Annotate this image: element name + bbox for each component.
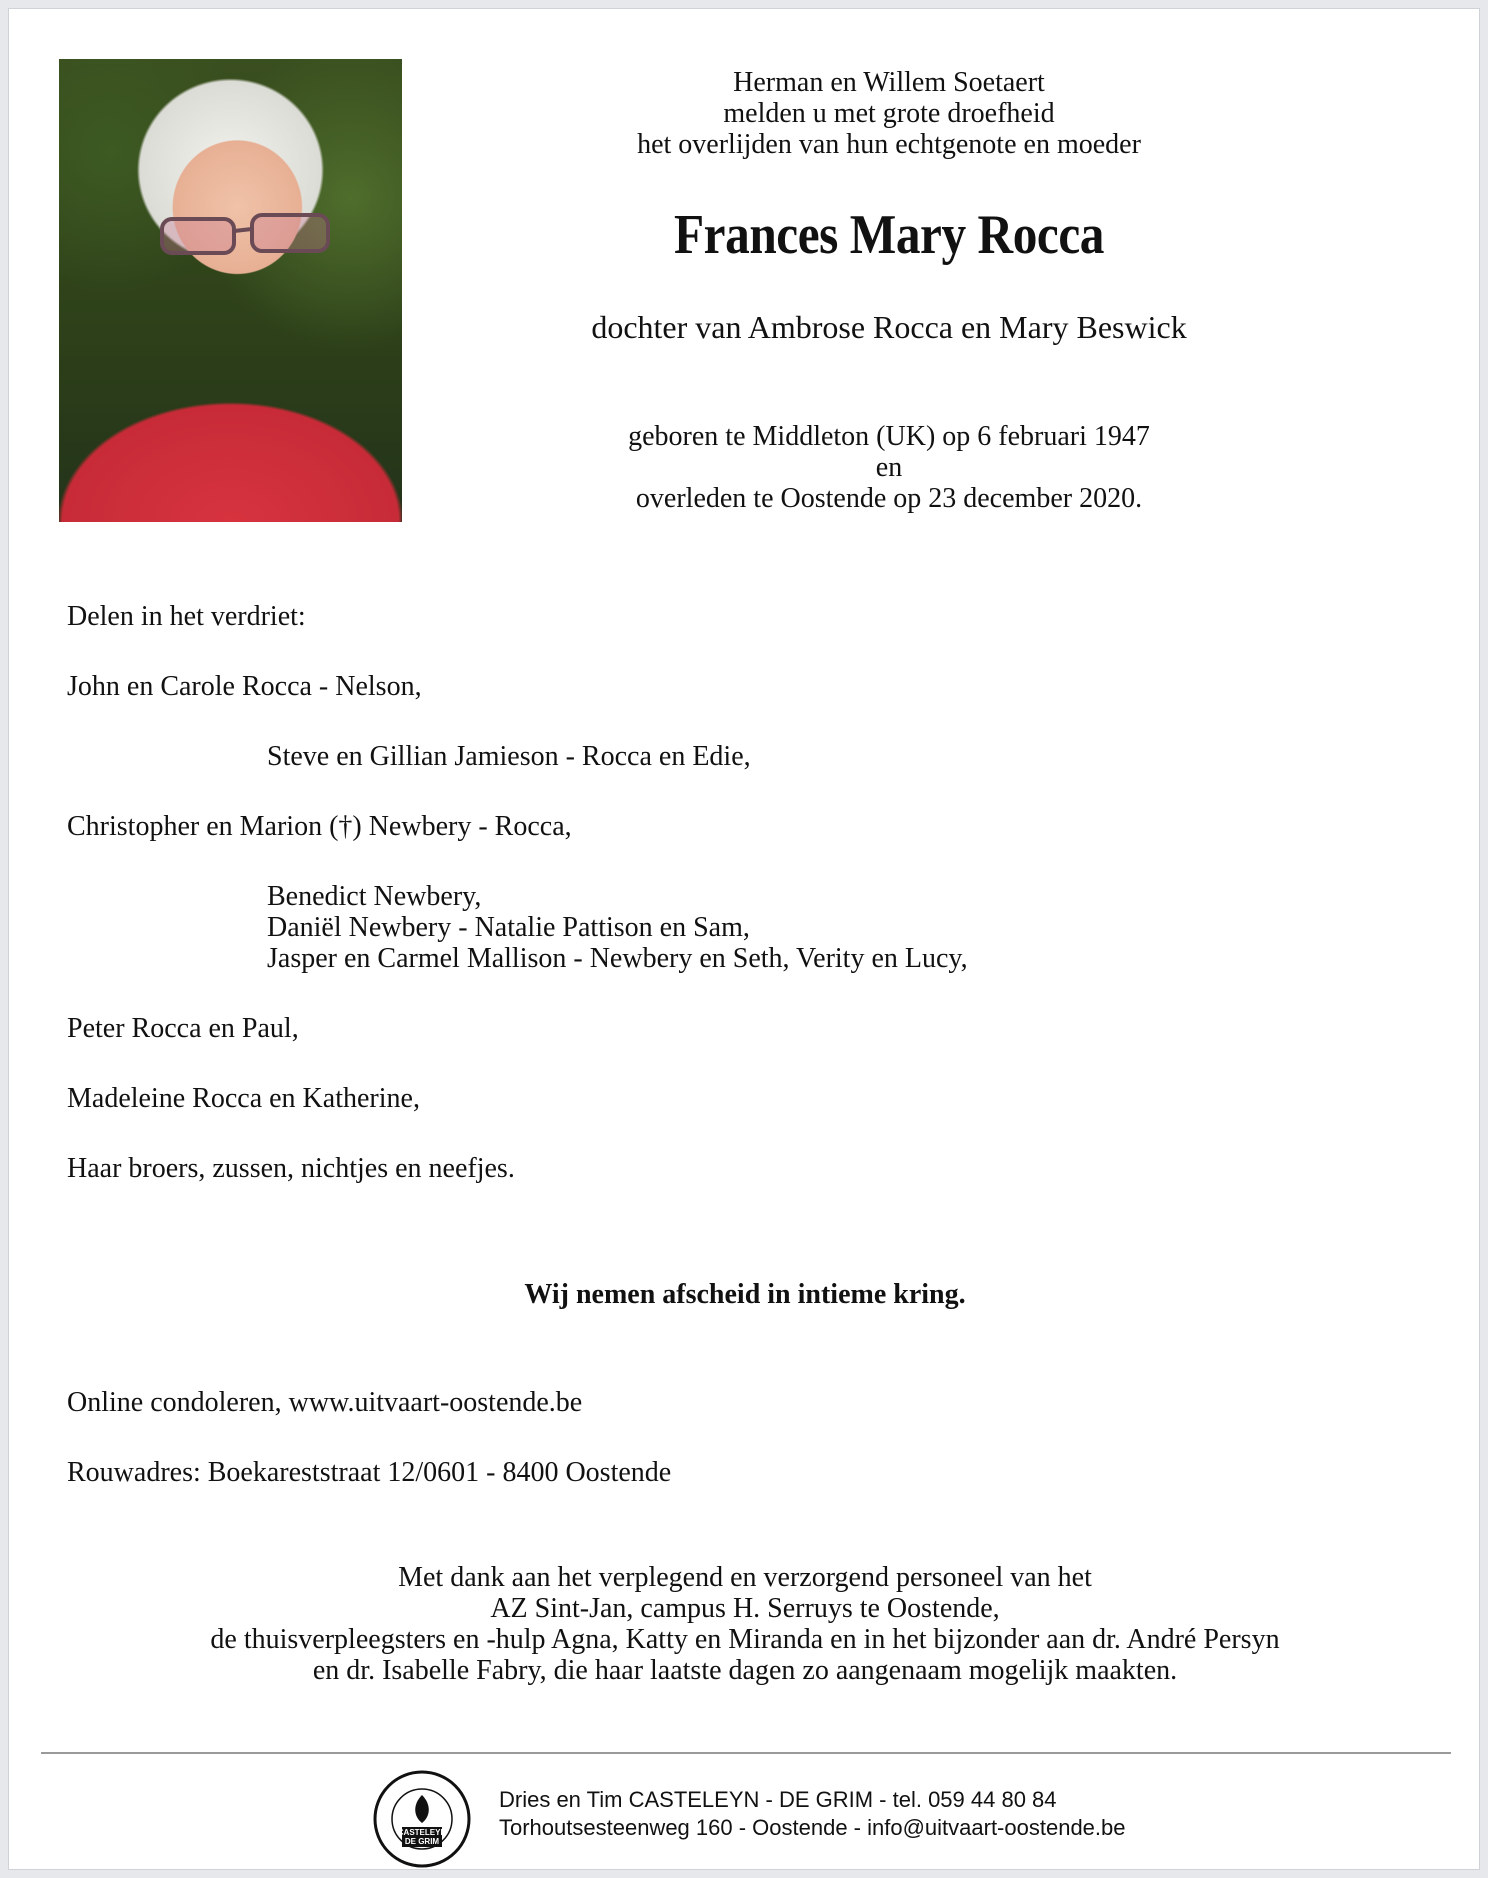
farewell-line: Wij nemen afscheid in intieme kring. — [524, 1279, 966, 1310]
thanks-block — [9, 1562, 1481, 1686]
announcement-line: het overlijden van hun echtgenote en moeder — [637, 129, 1141, 160]
svg-text:DE GRIM: DE GRIM — [404, 1837, 440, 1846]
glasses-shape — [154, 209, 334, 259]
announcement — [529, 67, 1249, 160]
thanks-line: de thuisverpleegsters en -hulp Agna, Katty en Miranda en in het bijzonder aan dr. André Persyn — [210, 1624, 1280, 1655]
footer-divider — [41, 1752, 1451, 1754]
footer-line: Dries en Tim CASTELEYN - DE GRIM - tel. 059 44 80 84 — [499, 1787, 1057, 1812]
birth-death-block — [529, 421, 1249, 514]
footer-contact — [499, 1786, 1126, 1842]
family-line: Madeleine Rocca en Katherine, — [67, 1083, 420, 1114]
family-line: Haar broers, zussen, nichtjes en neefjes. — [67, 1153, 515, 1184]
portrait-photo — [59, 59, 402, 522]
family-sub-line: Benedict Newbery, — [267, 881, 482, 912]
death-line: overleden te Oostende op 23 december 2020. — [635, 483, 1143, 514]
deceased-name: Frances Mary Rocca — [674, 204, 1104, 266]
thanks-line: AZ Sint-Jan, campus H. Serruys te Oostende, — [490, 1593, 1000, 1624]
thanks-line: en dr. Isabelle Fabry, die haar laatste dagen zo aangenaam mogelijk maakten. — [312, 1655, 1178, 1686]
family-sub-line: Daniël Newbery - Natalie Pattison en Sam, — [267, 912, 750, 943]
thanks-line: Met dank aan het verplegend en verzorgend personeel van het — [398, 1562, 1092, 1593]
family-line: Christopher en Marion (†) Newbery - Rocca, — [67, 811, 572, 842]
parents-line: dochter van Ambrose Rocca en Mary Beswick — [591, 309, 1187, 345]
announcement-line: melden u met grote droefheid — [723, 98, 1055, 129]
funeral-home-logo-icon — [372, 1769, 472, 1869]
birth-line: geboren te Middleton (UK) op 6 februari 1947 — [628, 421, 1150, 452]
mourners-list — [67, 601, 1447, 1184]
family-line: Peter Rocca en Paul, — [67, 1013, 299, 1044]
info-block — [67, 1387, 671, 1488]
address-line: Rouwadres: Boekareststraat 12/0601 - 8400 Oostende — [67, 1457, 672, 1488]
mourners-intro: Delen in het verdriet: — [67, 601, 306, 632]
announcement-line: Herman en Willem Soetaert — [733, 67, 1045, 98]
svg-text:CASTELEYN: CASTELEYN — [397, 1828, 447, 1837]
footer-line: Torhoutsesteenweg 160 - Oostende - info@uitvaart-oostende.be — [499, 1815, 1126, 1840]
condolence-line: Online condoleren, www.uitvaart-oostende.be — [67, 1387, 583, 1418]
and-line: en — [875, 452, 903, 483]
family-line: John en Carole Rocca - Nelson, — [67, 671, 422, 702]
family-sub-line: Jasper en Carmel Mallison - Newbery en Seth, Verity en Lucy, — [267, 943, 968, 974]
family-sub-line: Steve en Gillian Jamieson - Rocca en Edie, — [267, 741, 751, 772]
obituary-card — [8, 8, 1480, 1870]
